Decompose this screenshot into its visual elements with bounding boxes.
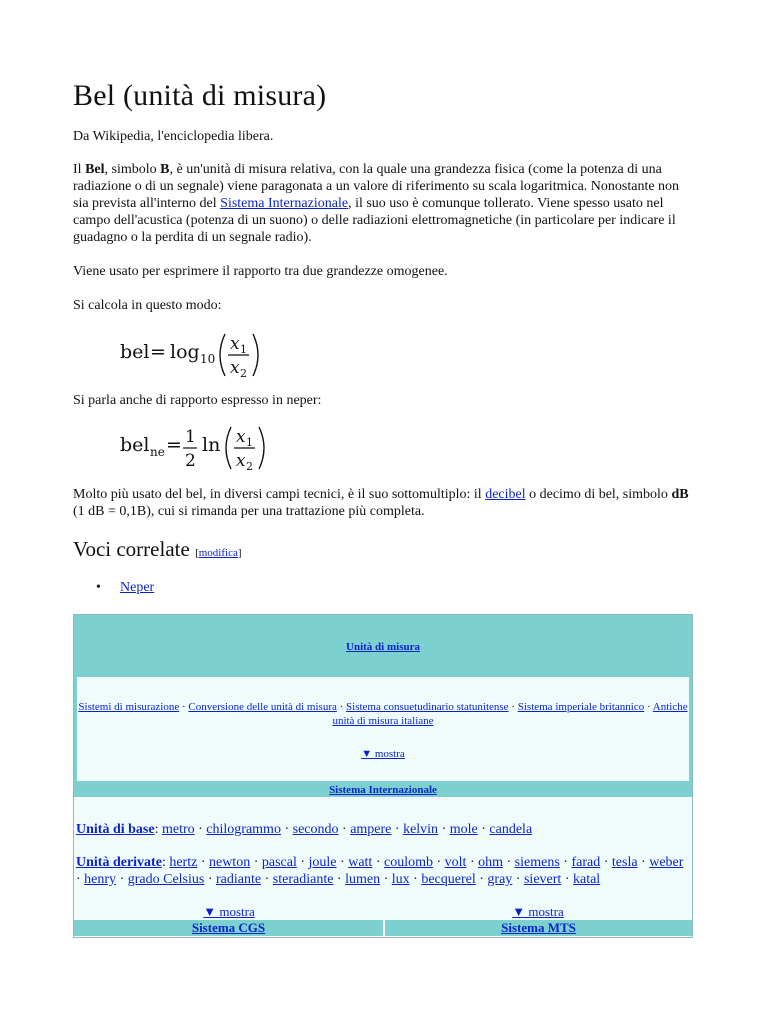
separator: · — [76, 872, 85, 887]
link-sistema-cgs[interactable]: Sistema CGS — [191, 920, 266, 935]
unit-link-ohm[interactable]: ohm — [478, 855, 503, 870]
intro-paragraph — [73, 161, 693, 246]
decibel-text-1: Molto più usato del bel, in diversi campi tecnici, è il suo sottomultiplo: il — [73, 487, 486, 502]
formula2-den: x — [236, 451, 246, 471]
link-unita-di-base[interactable]: Unità di base — [76, 822, 155, 837]
formula1-den: x — [230, 358, 240, 378]
formula2-paren-right — [259, 427, 264, 469]
unit-link-gray[interactable]: gray — [487, 872, 513, 887]
unit-link-steradiante[interactable]: steradiante — [272, 872, 334, 887]
formula-bel — [118, 326, 278, 382]
separator: · — [380, 872, 392, 887]
colon: : — [161, 855, 170, 870]
navbox-title — [74, 640, 692, 654]
formula1-paren-left — [220, 334, 225, 376]
paragraph-decibel — [73, 486, 693, 520]
intro-text-2: , simbolo — [104, 162, 161, 177]
unit-link-becquerel[interactable]: becquerel — [421, 872, 476, 887]
navbox-systems-links — [77, 700, 689, 728]
intro-bold-bel: Bel — [85, 162, 105, 177]
separator: · — [432, 855, 445, 870]
show-toggle-right-button[interactable]: ▼ mostra — [512, 904, 564, 919]
link-sistema-consuetudinario[interactable]: Sistema consuetudinario statunitense — [346, 701, 509, 713]
separator: · — [503, 855, 515, 870]
formula-bel-svg — [118, 326, 278, 382]
separator: · — [475, 872, 488, 887]
list-item — [96, 578, 154, 598]
formula1-base: 10 — [200, 352, 216, 366]
navbox-footer-mts — [385, 920, 692, 936]
formula2-paren-left — [226, 427, 231, 469]
separator: · — [512, 872, 524, 887]
navbox-unita-di-misura — [73, 614, 693, 938]
unit-link-chilogrammo[interactable]: chilogrammo — [206, 822, 281, 837]
formula2-fn: ln — [202, 434, 221, 456]
edit-section — [195, 547, 241, 559]
paragraph-calc: Si calcola in questo modo: — [73, 298, 222, 313]
intro-text-3: , è un'unità di misura relativa, con la quale una grandezza fisica (come la potenza di una radiazione o di un segnale) viene paragonata a un valore di riferimento su scala logaritmica. Nonostante non sia prevista all'interno del — [73, 162, 680, 211]
unit-link-pascal[interactable]: pascal — [261, 855, 297, 870]
separator: · — [561, 872, 573, 887]
separator: · — [336, 701, 347, 713]
unit-link-candela[interactable]: candela — [489, 822, 533, 837]
separator: · — [194, 822, 207, 837]
link-neper[interactable]: Neper — [120, 580, 155, 595]
unit-link-mole[interactable]: mole — [449, 822, 478, 837]
separator: · — [438, 822, 450, 837]
separator: · — [197, 855, 209, 870]
unit-link-secondo[interactable]: secondo — [292, 822, 339, 837]
toggle-right — [384, 904, 692, 919]
formula1-num-sub: 1 — [240, 343, 247, 356]
separator: · — [296, 855, 309, 870]
related-list — [96, 578, 154, 598]
formula1-eq: = — [150, 341, 166, 363]
link-sistema-internazionale-nav[interactable]: Sistema Internazionale — [329, 784, 437, 796]
link-decibel[interactable]: decibel — [485, 487, 526, 502]
tagline: Da Wikipedia, l'enciclopedia libera. — [73, 129, 274, 144]
toggle-left — [74, 904, 384, 919]
unit-link-grado-celsius[interactable]: grado Celsius — [127, 872, 205, 887]
formula2-lhs-sub: ne — [150, 445, 165, 459]
unit-link-joule[interactable]: joule — [308, 855, 337, 870]
formula1-den-sub: 2 — [240, 367, 247, 380]
intro-bold-symbol: B — [160, 162, 170, 177]
separator: · — [116, 872, 128, 887]
unit-link-kelvin[interactable]: kelvin — [403, 822, 439, 837]
page-title: Bel (unità di misura) — [73, 79, 327, 112]
section-title: Voci correlate — [73, 537, 190, 561]
separator: · — [333, 872, 346, 887]
navbox-footer-cgs — [74, 920, 383, 936]
navbox-title-link[interactable]: Unità di misura — [346, 641, 420, 653]
unit-link-henry[interactable]: henry — [84, 872, 117, 887]
paragraph-usage: Viene usato per esprimere il rapporto tra due grandezze omogenee. — [73, 264, 448, 279]
formula2-num-sub: 1 — [246, 436, 253, 449]
separator: · — [508, 701, 518, 713]
decibel-text-3: (1 dB = 0,1B), cui si rimanda per una trattazione più completa. — [73, 504, 425, 519]
unit-link-lux[interactable]: lux — [391, 872, 410, 887]
link-conversione-unita[interactable]: Conversione delle unità di misura — [188, 701, 337, 713]
separator: · — [644, 701, 653, 713]
unit-link-ampere[interactable]: ampere — [350, 822, 392, 837]
separator: · — [338, 822, 351, 837]
show-toggle-left-button[interactable]: ▼ mostra — [203, 904, 255, 919]
separator: · — [280, 822, 293, 837]
separator: · — [204, 872, 217, 887]
separator: · — [179, 701, 189, 713]
unit-link-radiante[interactable]: radiante — [216, 872, 262, 887]
unit-link-watt[interactable]: watt — [348, 855, 373, 870]
separator: · — [600, 855, 612, 870]
derived-units-row — [76, 854, 686, 888]
formula2-num: x — [236, 427, 246, 447]
navbox-toggle — [77, 747, 689, 761]
unit-link-sievert[interactable]: sievert — [523, 872, 562, 887]
formula-bel-neper — [118, 418, 288, 476]
separator: · — [409, 872, 422, 887]
section-heading-voci-correlate — [73, 536, 242, 566]
edit-section-link[interactable]: modifica — [198, 547, 238, 559]
link-sistema-imperiale[interactable]: Sistema imperiale britannico — [517, 701, 645, 713]
separator: · — [637, 855, 650, 870]
formula2-frac-num: 1 — [185, 427, 196, 447]
formula-bel-neper-svg — [118, 418, 288, 476]
separator: · — [250, 855, 262, 870]
formula1-lhs: bel — [120, 341, 150, 363]
unit-link-katal[interactable]: katal — [572, 872, 601, 887]
unit-link-metro[interactable]: metro — [161, 822, 195, 837]
unit-link-lumen[interactable]: lumen — [345, 872, 381, 887]
decibel-text-2: o decimo di bel, simbolo — [525, 487, 672, 502]
intro-text-4: , il suo uso è comunque tollerato. Viene spesso usato nel campo dell'acustica (potenza di un suono) o delle radiazioni elettromagnetiche (in particolare per indicare il guadagno o la perdita di un segnale radio). — [73, 196, 676, 245]
separator: · — [477, 822, 490, 837]
navbox-systems-panel — [77, 677, 689, 781]
separator: · — [559, 855, 572, 870]
decibel-bold-db: dB — [671, 487, 689, 502]
unit-link-hertz[interactable]: hertz — [169, 855, 198, 870]
separator: · — [261, 872, 273, 887]
paragraph-neper: Si parla anche di rapporto espresso in neper: — [73, 393, 322, 408]
colon: : — [154, 822, 162, 837]
intro-text-1: Il — [73, 162, 86, 177]
separator: · — [372, 855, 384, 870]
unit-link-farad[interactable]: farad — [571, 855, 601, 870]
navbox-si-panel — [74, 798, 692, 920]
link-unita-derivate[interactable]: Unità derivate — [76, 855, 162, 870]
formula2-frac-den: 2 — [185, 451, 196, 471]
unit-link-coulomb[interactable]: coulomb — [383, 855, 433, 870]
unit-link-weber[interactable]: weber — [649, 855, 684, 870]
link-sistemi-di-misurazione[interactable]: Sistemi di misurazione — [78, 701, 180, 713]
formula1-paren-right — [253, 334, 258, 376]
separator: · — [466, 855, 479, 870]
navbox-header — [74, 615, 692, 783]
separator: · — [391, 822, 404, 837]
base-units-row — [76, 821, 686, 838]
unit-link-newton[interactable]: newton — [208, 855, 251, 870]
show-toggle-button[interactable]: ▼ mostra — [361, 748, 405, 760]
formula2-den-sub: 2 — [246, 460, 253, 473]
link-antiche-unita[interactable]: Antiche unità di misura italiane — [332, 701, 688, 727]
formula2-lhs: bel — [120, 434, 150, 456]
formula1-num: x — [230, 334, 240, 354]
navbox-subheader — [74, 783, 692, 797]
unit-link-volt[interactable]: volt — [444, 855, 467, 870]
separator: · — [336, 855, 349, 870]
link-sistema-internazionale[interactable]: Sistema Internazionale — [220, 196, 349, 211]
unit-link-siemens[interactable]: siemens — [514, 855, 560, 870]
edit-bracket-open: [ — [195, 547, 199, 559]
edit-bracket-close: ] — [237, 547, 242, 559]
link-sistema-mts[interactable]: Sistema MTS — [501, 920, 576, 935]
formula2-eq: = — [166, 434, 182, 456]
formula1-fn: log — [170, 341, 200, 363]
unit-link-tesla[interactable]: tesla — [611, 855, 638, 870]
